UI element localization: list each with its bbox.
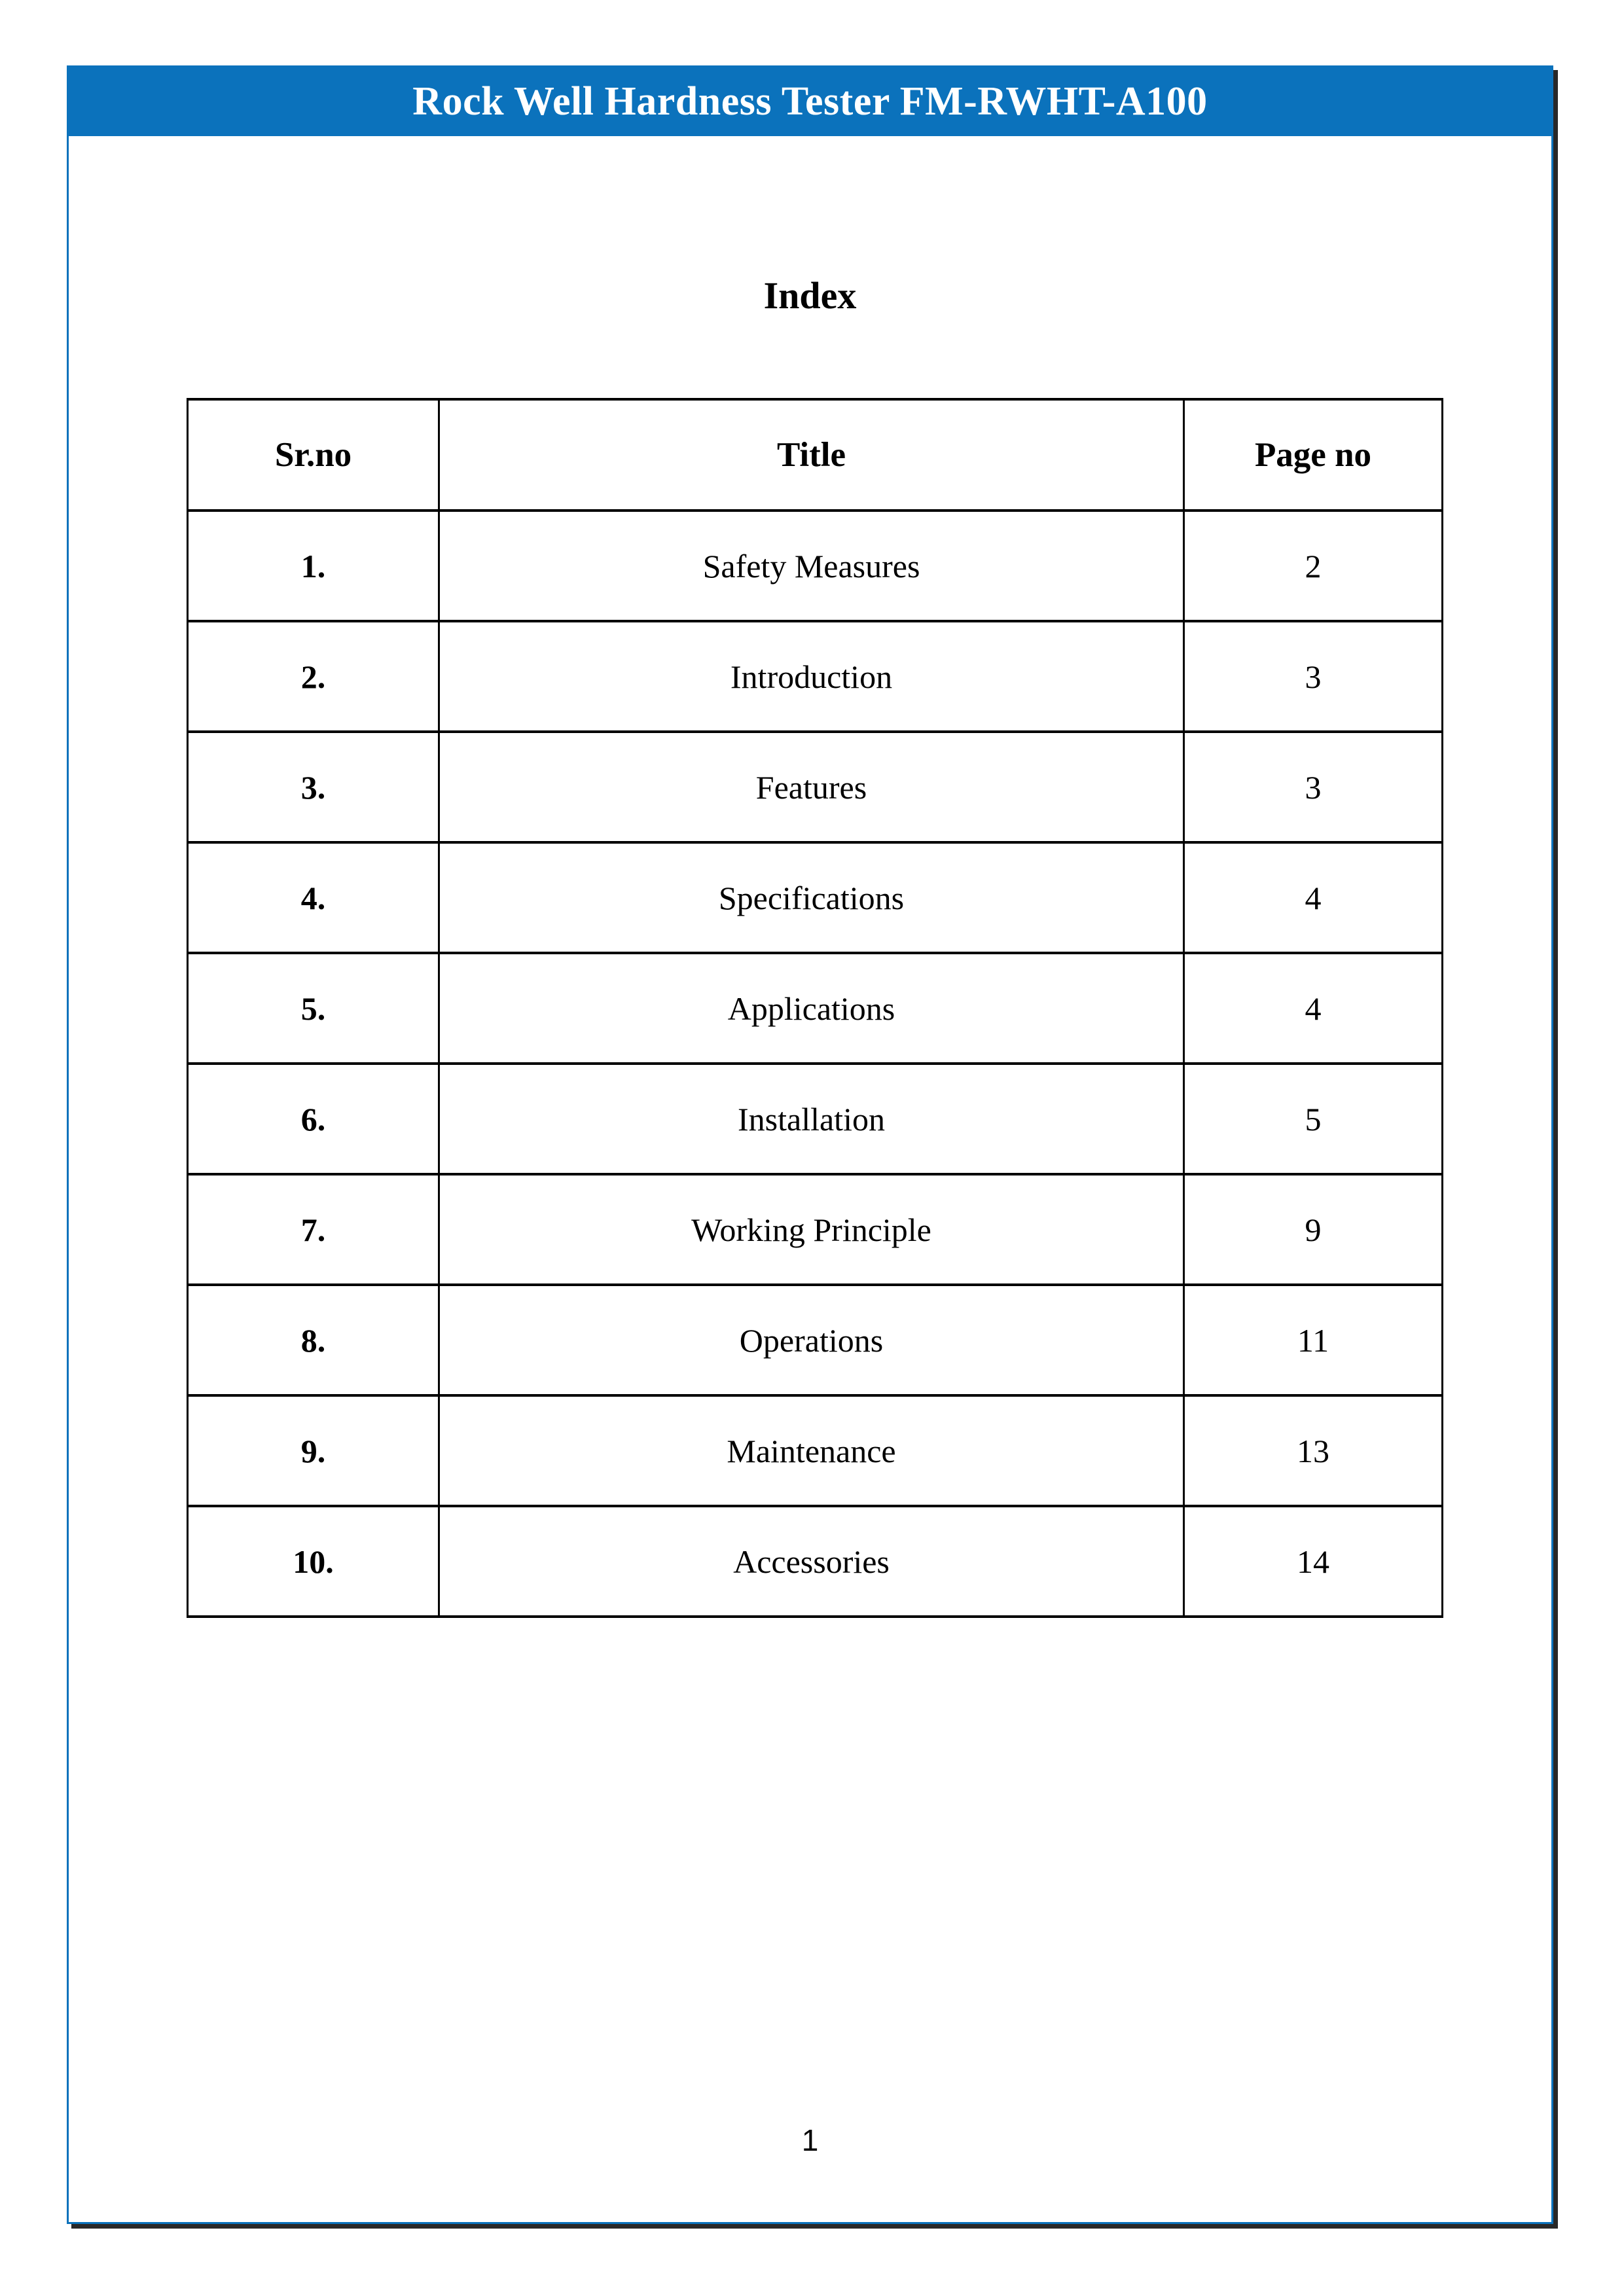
document-page bbox=[67, 65, 1553, 2224]
document-header-bar bbox=[69, 67, 1551, 136]
row-title: Specifications bbox=[439, 842, 1184, 953]
page-footer bbox=[69, 2123, 1551, 2158]
table-row bbox=[188, 1395, 1443, 1506]
row-title: Accessories bbox=[439, 1506, 1184, 1617]
row-srno: 2. bbox=[188, 621, 439, 732]
row-srno: 8. bbox=[188, 1285, 439, 1395]
index-table bbox=[187, 398, 1443, 1618]
row-title: Working Principle bbox=[439, 1174, 1184, 1285]
table-row bbox=[188, 1064, 1443, 1174]
document-title: Rock Well Hardness Tester FM-RWHT-A100 bbox=[412, 79, 1208, 124]
table-row bbox=[188, 1174, 1443, 1285]
row-srno: 10. bbox=[188, 1506, 439, 1617]
index-heading: Index bbox=[763, 274, 857, 317]
table-row bbox=[188, 842, 1443, 953]
table-body bbox=[188, 511, 1443, 1617]
row-title: Features bbox=[439, 732, 1184, 842]
row-pageno: 5 bbox=[1184, 1064, 1443, 1174]
page-number: 1 bbox=[801, 2123, 819, 2157]
row-srno: 3. bbox=[188, 732, 439, 842]
table-row bbox=[188, 1285, 1443, 1395]
row-title: Operations bbox=[439, 1285, 1184, 1395]
column-header-pageno: Page no bbox=[1184, 399, 1443, 511]
row-pageno: 4 bbox=[1184, 842, 1443, 953]
row-pageno: 14 bbox=[1184, 1506, 1443, 1617]
row-pageno: 9 bbox=[1184, 1174, 1443, 1285]
table-row bbox=[188, 732, 1443, 842]
row-title: Applications bbox=[439, 953, 1184, 1064]
row-pageno: 3 bbox=[1184, 732, 1443, 842]
table-row bbox=[188, 511, 1443, 621]
row-title: Introduction bbox=[439, 621, 1184, 732]
table-row bbox=[188, 621, 1443, 732]
row-srno: 1. bbox=[188, 511, 439, 621]
table-row bbox=[188, 953, 1443, 1064]
table-header-row bbox=[188, 399, 1443, 511]
row-pageno: 3 bbox=[1184, 621, 1443, 732]
row-pageno: 11 bbox=[1184, 1285, 1443, 1395]
row-srno: 9. bbox=[188, 1395, 439, 1506]
row-title: Installation bbox=[439, 1064, 1184, 1174]
column-header-srno: Sr.no bbox=[188, 399, 439, 511]
row-srno: 4. bbox=[188, 842, 439, 953]
row-pageno: 13 bbox=[1184, 1395, 1443, 1506]
row-srno: 6. bbox=[188, 1064, 439, 1174]
row-srno: 5. bbox=[188, 953, 439, 1064]
table-row bbox=[188, 1506, 1443, 1617]
row-title: Safety Measures bbox=[439, 511, 1184, 621]
column-header-title: Title bbox=[439, 399, 1184, 511]
row-pageno: 4 bbox=[1184, 953, 1443, 1064]
row-srno: 7. bbox=[188, 1174, 439, 1285]
row-pageno: 2 bbox=[1184, 511, 1443, 621]
row-title: Maintenance bbox=[439, 1395, 1184, 1506]
